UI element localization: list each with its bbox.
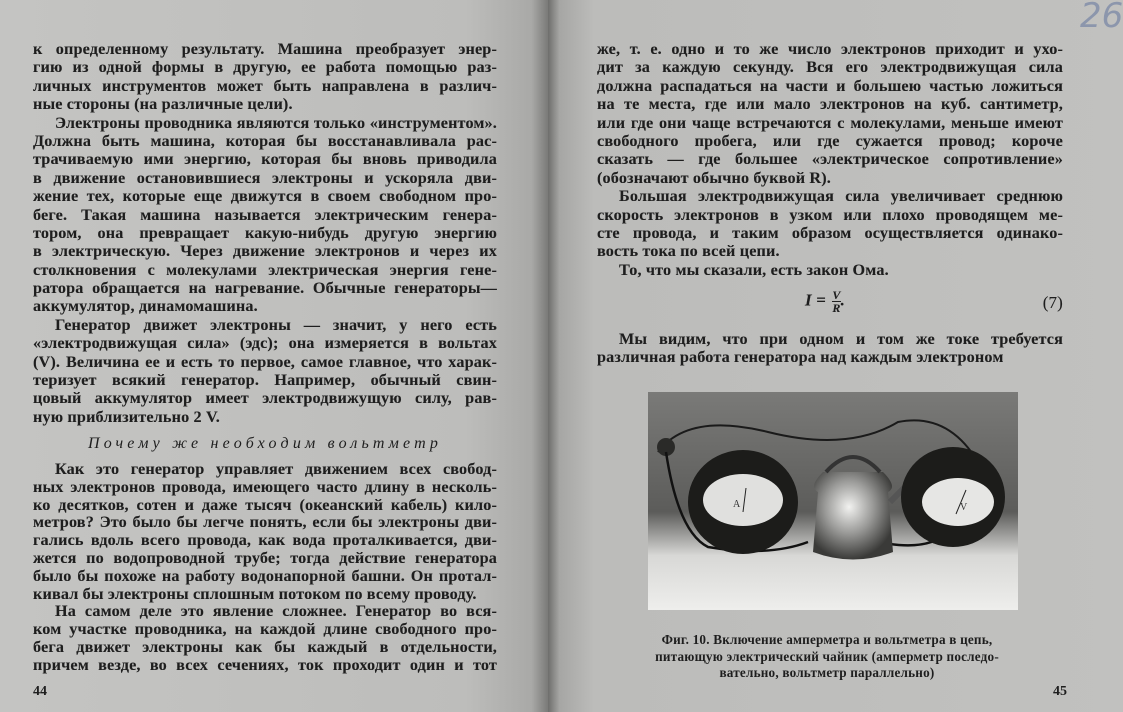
text-line: было бы похоже на работу водонапорной башни. Он протал- xyxy=(33,566,497,585)
text-line: различная работа генератора над каждым электроном xyxy=(597,348,1004,367)
caption-line: Фиг. 10. Включение амперметра и вольтметра в цепь, xyxy=(661,632,993,647)
figure-photo-kettle-meters xyxy=(648,392,1018,610)
text-line: бега движет электроны как бы каждый в отдельности, xyxy=(33,637,497,656)
handwritten-page-note: 26 xyxy=(1080,0,1123,36)
text-line: Большая электродвижущая сила увеличивает среднюю xyxy=(619,187,1063,206)
equation-number: (7) xyxy=(1042,293,1063,312)
text-line: гию из одной формы в другую, ее работа помощью раз- xyxy=(33,58,497,77)
text-line: То, что мы сказали, есть закон Ома. xyxy=(619,260,889,279)
voltmeter-label: V xyxy=(960,502,968,513)
text-line: сказать — где большее «электрическое сопротивление» xyxy=(597,150,1063,169)
right-page xyxy=(548,0,1123,712)
text-line: жение тех, которые еще движутся в своем свободном про- xyxy=(33,187,497,206)
text-line: вость тока по всей цепи. xyxy=(597,242,780,261)
photo-illustration xyxy=(648,392,1018,610)
paragraph xyxy=(33,316,497,426)
text-line: Генератор движет электроны — значит, у него есть xyxy=(55,315,497,334)
text-line: Как это генератор управляет движением всех свобод- xyxy=(55,460,497,478)
text-line: «электродвижущая сила» (эдс); она измеряется в вольтах xyxy=(33,334,497,353)
text-line: Должна быть машина, которая бы восстанавливала рас- xyxy=(33,131,497,150)
text-line: ных электронов провода, имеющего часто длину в несколь- xyxy=(33,477,497,496)
paragraph xyxy=(597,330,1063,367)
formula-numerator: V xyxy=(832,288,841,302)
text-line: сте провода, и таким образом осуществляется одинако- xyxy=(597,223,1063,242)
text-line: ные стороны (на различные цели). xyxy=(33,95,293,114)
text-line: ком участке проводника, на каждой длине свободного про- xyxy=(33,620,497,639)
left-text-block-1 xyxy=(33,40,497,426)
caption-line: вательно, вольтметр параллельно) xyxy=(719,665,935,680)
right-text-block-1 xyxy=(597,40,1063,279)
text-line: ко десятков, сотен и даже тысяч (океанский кабель) кило- xyxy=(33,495,497,514)
text-line: Мы видим, что при одном и том же токе требуется xyxy=(619,330,1063,348)
left-page xyxy=(0,0,548,712)
text-line: же, т. е. одно и то же число электронов приходит и ухо- xyxy=(597,40,1063,58)
text-line: метров? Это было бы легче понять, если бы электроны дви- xyxy=(33,513,497,532)
formula-denominator: R xyxy=(832,301,841,315)
formula-lhs: I = xyxy=(805,290,827,310)
text-line: жется по водопроводной трубе; тогда действие генератора xyxy=(33,548,497,567)
text-line: причем везде, во всех сечениях, ток проходит один и тот xyxy=(33,655,497,674)
text-line: На самом деле это явление сложнее. Генератор во вся- xyxy=(55,602,497,621)
text-line: свободного пробега, или где сужается провод; короче xyxy=(597,131,1063,150)
paragraph xyxy=(33,461,497,603)
paragraph xyxy=(33,114,497,316)
text-line: к определенному результату. Машина преобразует энер- xyxy=(33,40,497,58)
text-line: цовый аккумулятор имеет электродвижущую силу, рав- xyxy=(33,389,497,408)
formula-expression xyxy=(805,289,845,314)
text-line: или где они чаще встречаются с молекулами, меньше имеют xyxy=(597,113,1063,132)
ammeter-label: A xyxy=(733,499,741,510)
paragraph xyxy=(33,40,497,114)
text-line: аккумулятор, динамомашина. xyxy=(33,297,258,316)
text-line: трачиваемую ими энергию, которая бы вновь приводила xyxy=(33,150,497,169)
ohms-law-formula xyxy=(597,285,1063,321)
formula-fraction xyxy=(832,289,840,314)
text-line: должна распадаться на части и большею частью ложиться xyxy=(597,76,1063,95)
text-line: в электрическую. Через движение электронов и через их xyxy=(33,242,497,261)
text-line: ную приблизительно 2 V. xyxy=(33,407,220,426)
text-line: столкновения с молекулами электрическая энергия гене- xyxy=(33,260,497,279)
paragraph xyxy=(597,187,1063,261)
paragraph xyxy=(33,603,497,674)
paragraph xyxy=(597,261,1063,279)
page-number-left: 44 xyxy=(33,684,47,699)
section-heading: Почему же необходим вольтметр xyxy=(87,435,443,452)
ammeter xyxy=(688,450,798,554)
text-line: беге. Такая машина называется электрическим генера- xyxy=(33,205,497,224)
text-line: тором, она превращает какую-нибудь другую энергию xyxy=(33,223,497,242)
figure-caption xyxy=(636,632,1018,682)
text-line: дит за каждую секунду. Вся его электродвижущая сила xyxy=(597,58,1063,77)
text-line: (V). Величина ее и есть то первое, самое главное, что харак- xyxy=(33,352,497,371)
text-line: теризует всякий генератор. Например, обычный свин- xyxy=(33,371,497,390)
text-line: кивал бы электроны сплошным потоком по всему проводу. xyxy=(33,584,477,603)
right-text-block-2 xyxy=(597,330,1063,367)
text-line: в движение остановившиеся электроны и ускоряла дви- xyxy=(33,168,497,187)
text-line: гались вдоль всего провода, как вода проталкивается, дви- xyxy=(33,531,497,550)
page-number-right: 45 xyxy=(1053,684,1067,699)
text-line: скорость электронов в узком или плохо проводящем ме- xyxy=(597,205,1063,224)
text-line: Электроны проводника являются только «инструментом». xyxy=(55,113,497,132)
paragraph xyxy=(597,40,1063,187)
text-line: ратора обращается на нагревание. Обычные генераторы— xyxy=(33,279,497,298)
caption-line: питающую электрический чайник (амперметр последо- xyxy=(655,648,999,664)
formula-period: . xyxy=(840,290,845,310)
text-line: на те места, где или мало электронов на куб. сантиметр, xyxy=(597,95,1063,114)
text-line: личных инструментов может быть направлена в различ- xyxy=(33,76,497,95)
voltmeter xyxy=(901,447,1005,547)
text-line: (обозначают обычно буквой R). xyxy=(597,168,832,187)
left-text-block-2 xyxy=(33,461,497,675)
